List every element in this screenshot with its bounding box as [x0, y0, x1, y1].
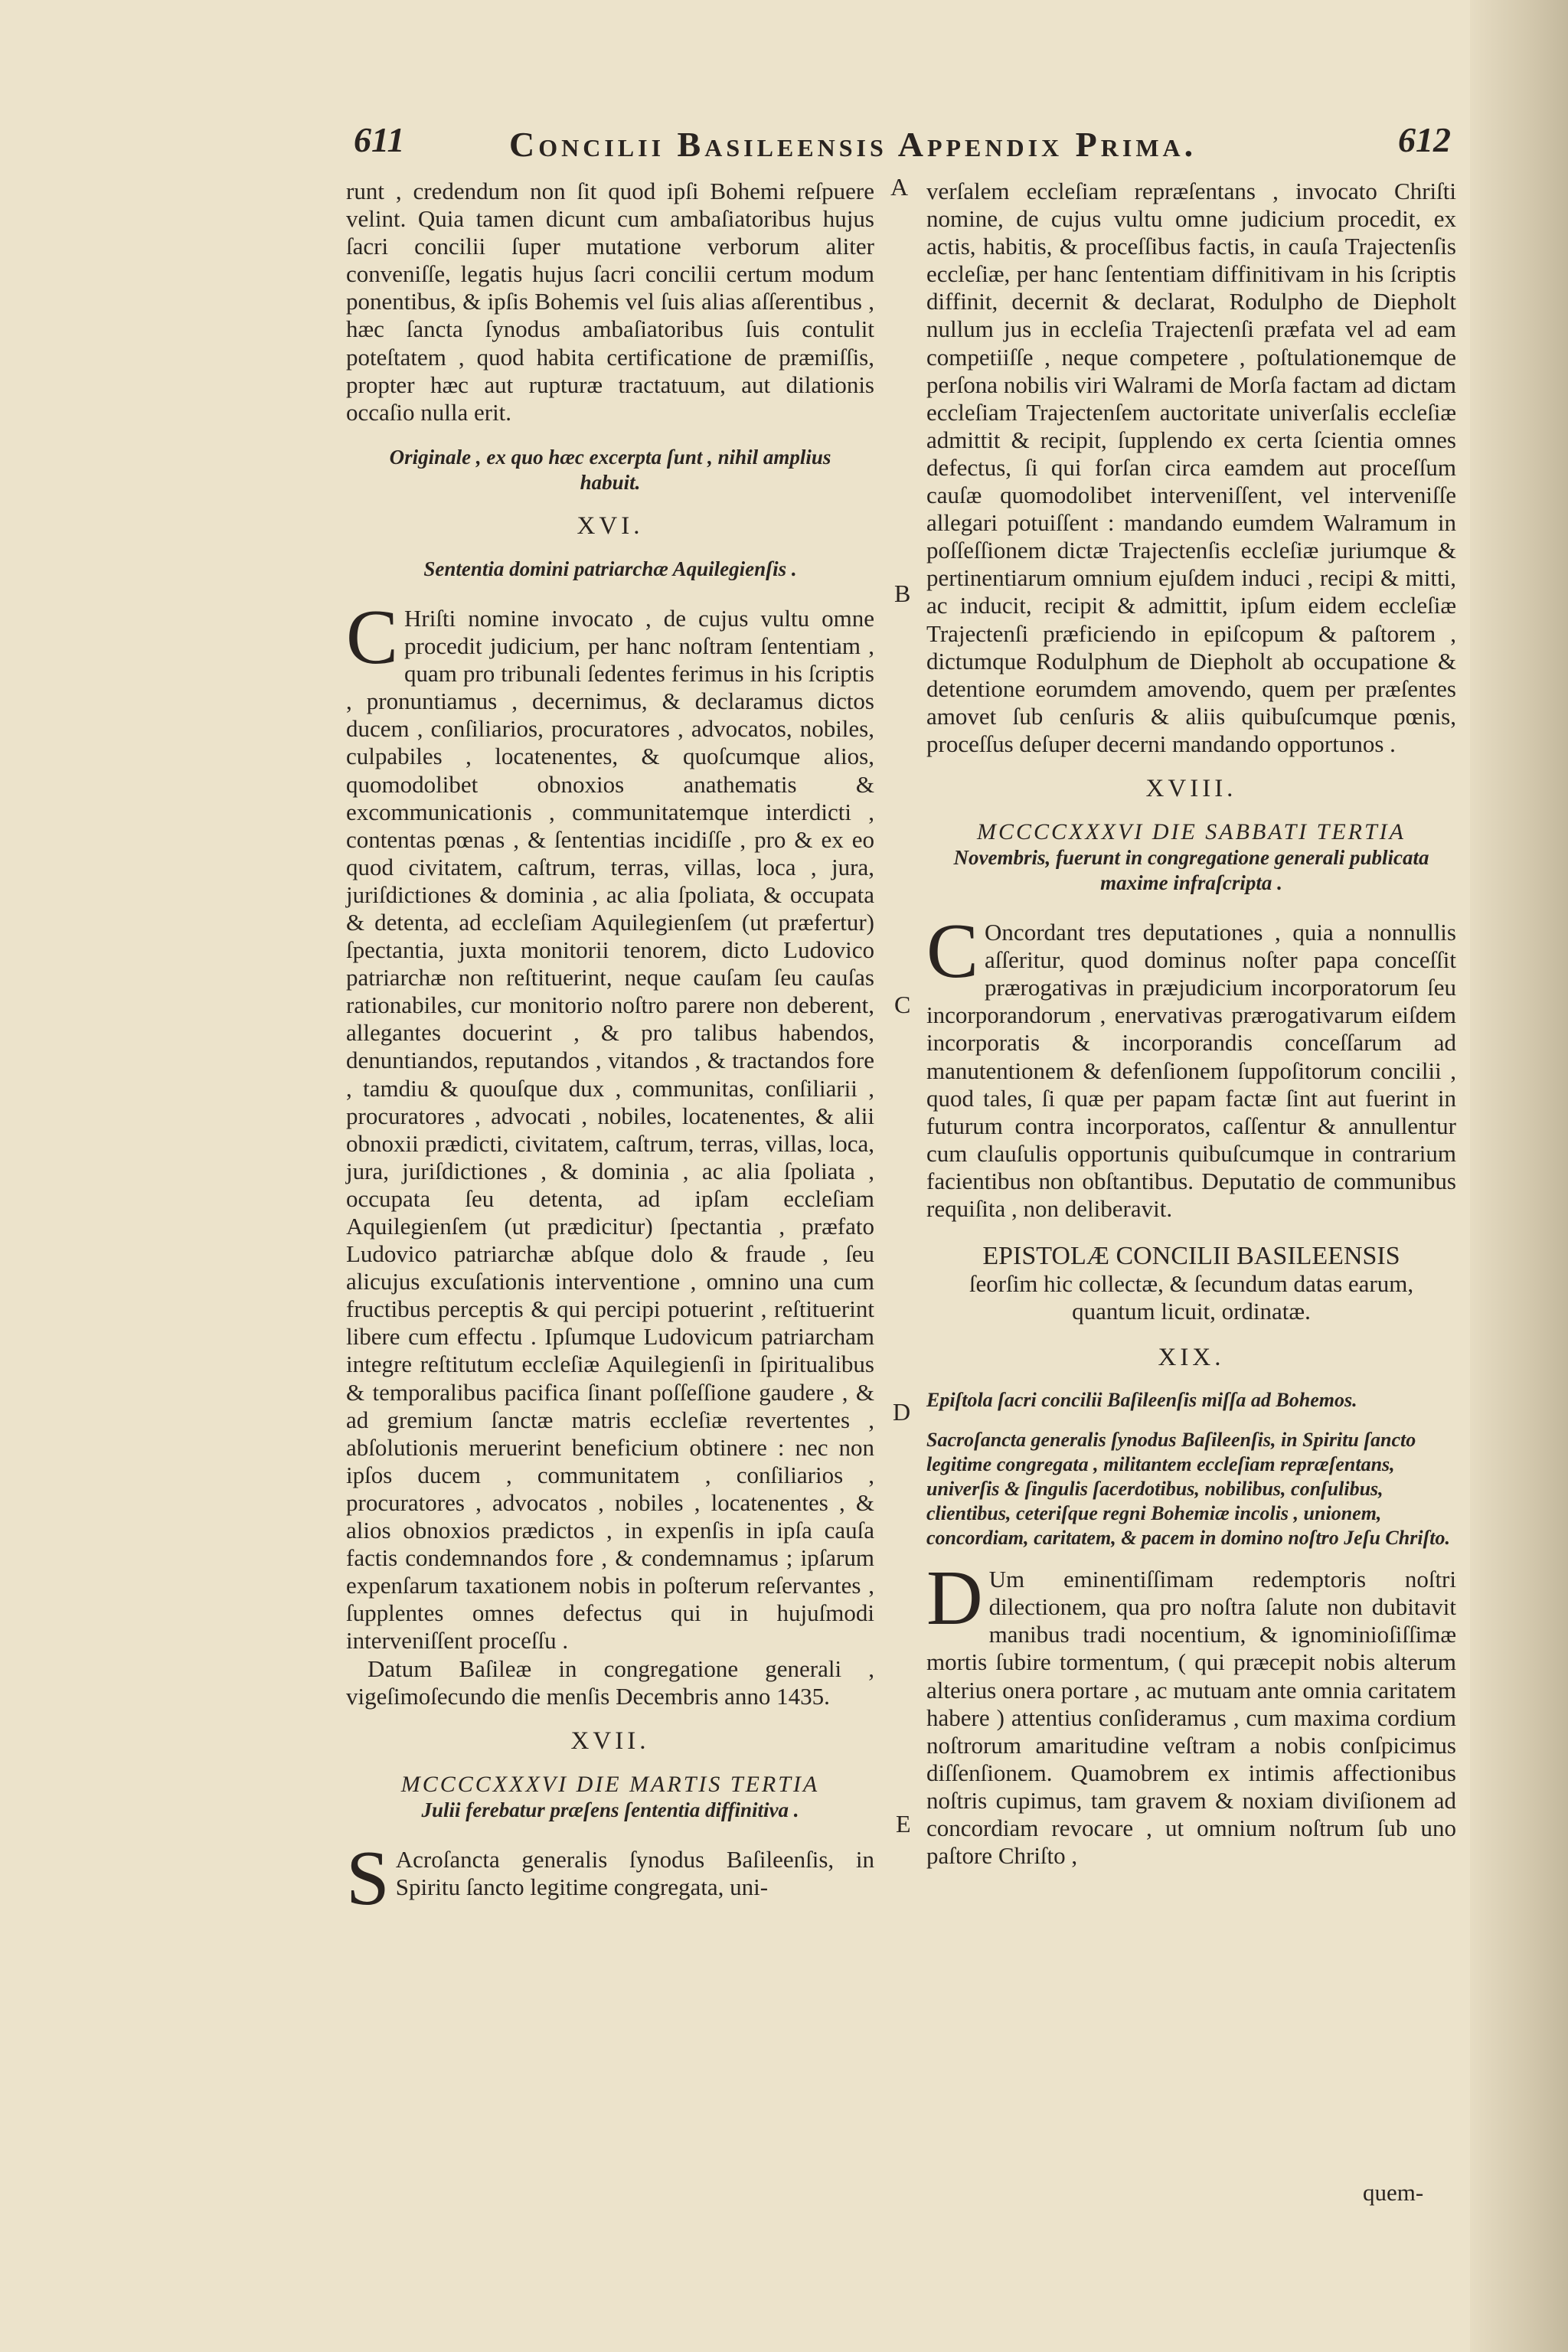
margin-letter-d: D: [893, 1398, 911, 1426]
margin-letter-c: C: [894, 991, 911, 1018]
section-heading-text: Novembris, fuerunt in congregatione generali publicata maxime infraſcripta .: [953, 846, 1429, 895]
margin-letter-b: B: [894, 580, 911, 607]
section-text-xvi: Hriſti nomine invocato , de cujus vultu omne procedit judicium, per hanc noſtram ſententiam , quam pro tribunali ſedentes ferimus in his ſcriptis , pronuntiamus , decernimus, & declaramus dictos ducem , conſiliarios, procuratores , advocatos, nobiles, culpabiles , locatenentes, & quoſcumque alios, quomodolibet obnoxios anathematis & excommunicationis , communitatemque interdicti , contentas pœnas , & ſententias incidiſſe , pro & ex eo quod civitatem, caſtrum, terras, villas, loca , jura, juriſdictiones & dominia , ac alia ſpoliata, & occupata & detenta, ad eccleſiam Aquilegienſem (ut præfertur) ſpectantia, juxta monitorii tenorem, dicto Ludovico patriarchæ non reſtituerint, neque cauſam ſeu cauſas rationabiles, cur monitorio noſtro parere non deberent, allegantes docuerint , & pro talibus habendos, denuntiandos, reputandos , vitandos , & tractandos fore , tamdiu & quouſque dux , communitas, conſiliarii , procuratores , advocati , nobiles, locatenentes, & alii obnoxii prædicti, civitatem, caſtrum, terras, villas, loca, jura, juriſdictiones , & dominia , ac alia ſpoliata , occupata ſeu detenta, ad ipſam eccleſiam Aquilegienſem (ut prædicitur) ſpectantia , præfato Ludovico patriarchæ abſque dolo & fraude , ſeu alicujus excuſationis interventione , omnino una cum fructibus perceptis & qui percipi potuerint , reſtituerint libere cum effectu . Ipſumque Ludovicum patriarcham integre reſtitutum eccleſiæ Aquilegienſi in ſpiritualibus & temporalibus pacifica ſinant poſſeſſione gaudere , & ad gremium ſanctæ matris eccleſiæ revertentes , abſolutionis meruerint beneficium obtinere : nec non ipſos ducem , communitatem , conſiliarios , procuratores , advocatos , nobiles , locatenentes , & alios obnoxios prædictos , in expenſis in ipſa cauſa factis condemnandos fore , & condemnamus ; ipſarum expenſarum taxationem nobis in poſterum reſervantes , ſupplentes omnes defectus qui in hujuſmodi interveniſſent proceſſu .: [346, 604, 874, 1655]
page-number-right: 612: [1398, 120, 1451, 159]
running-head: [337, 116, 1451, 178]
section-number-xvi: XVI.: [577, 511, 644, 540]
epistolae-title-sub: ſeorſim hic collectæ, & ſecundum datas earum, quantum licuit, ordinatæ.: [969, 1270, 1414, 1325]
date-line: Datum Baſileæ in congregatione generali , vigeſimoſecundo die menſis Decembris anno 1435.: [346, 1655, 874, 1710]
epistolae-title-main: EPISTOLÆ CONCILII BASILEENSIS: [982, 1242, 1400, 1271]
section-body-xvii: [346, 1834, 874, 1922]
section-heading-text: Julii ferebatur præſens ſententia diffinitiva .: [421, 1798, 799, 1821]
margin-letter-e: E: [896, 1810, 911, 1838]
drop-cap: D: [926, 1555, 983, 1642]
salutation: Sacroſancta generalis ſynodus Baſileenſis, in Spiritu ſancto legitime congregata , militantem eccleſiam repræſentans, univerſis & ſingulis ſacerdotibus, nobilibus, conſulibus, clientibus, ceteriſque regni Bohemiæ incolis , unionem, concordiam, caritatem, & pacem in domino noſtro Jeſu Chriſto.: [926, 1429, 1450, 1550]
drop-cap: S: [346, 1834, 390, 1922]
section-text-xvii: Acroſancta generalis ſynodus Baſileenſis, in Spiritu ſancto legitime congregata, uni-: [395, 1845, 874, 1900]
right-column: [926, 178, 1456, 1870]
section-heading-xviii: [939, 819, 1444, 896]
section-heading-caps: MCCCCXXXVI DIE SABBATI TERTIA: [977, 819, 1406, 845]
epistolae-title: [926, 1243, 1456, 1325]
section-text-xix: Um eminentiſſimam redemptoris noſtri dilectionem, qua pro noſtra ſalute non dubitavit manibus tradi nocentium, & ignominioſiſſimæ mortis ſubire tormentum, ( qui præcepit nobis alterum alterius onera portare , ac mutuam ante omnia caritatem habere ) attentius conſideramus , cum maxima cordium noſtrorum amaritudine veſtram a nobis conſpicimus diſſenſionem. Quamobrem ex intimis affectionibus noſtris cupimus, tam gravem & noxiam diviſionem ad concordiam revocare , ut omnium noſtrum ſub uno paſtore Chriſto ,: [926, 1566, 1456, 1870]
section-body-xix: [926, 1555, 1456, 1870]
page-edge: [1470, 0, 1568, 2352]
catchword: quem-: [1363, 2179, 1424, 2206]
drop-cap: C: [926, 908, 979, 995]
section-heading-xvii: [358, 1772, 862, 1823]
section-number-xix: XIX.: [1158, 1344, 1225, 1372]
section-body-xviii: [926, 908, 1456, 1223]
section-body-xvi: [346, 593, 874, 1655]
section-heading-xix: Epiſtola ſacri concilii Baſileenſis miſſa ad Bohemos.: [926, 1389, 1357, 1412]
drop-cap: C: [346, 593, 399, 681]
margin-letter-a: A: [890, 173, 909, 201]
original-note: Originale , ex quo hæc excerpta ſunt , nihil amplius habuit.: [389, 445, 831, 494]
running-title: Concilii Basileensis Appendix Prima.: [509, 125, 1197, 164]
section-number-xvii: XVII.: [570, 1726, 650, 1755]
section-text-xviii: Oncordant tres deputationes , quia a nonnullis aſſeritur, quod dominus noſter papa conceſſit prærogativas in præjudicium incorporatorum ſeu incorporandorum , enervativas prærogativarum eiſdem incorporatis & incorporandis conceſſarum ad manutentionem & defenſionem ſuppoſitorum concilii , quod tales, ſi quæ per papam factæ ſint aut fuerint in futurum contra incorporatos, caſſentur & annullentur cum clauſulis opportunis quibuſcumque in contrarium facientibus non obſtantibus. Deputatio de communibus requiſita , non deliberavit.: [926, 919, 1456, 1222]
left-paragraph-1: runt , credendum non ſit quod ipſi Bohemi reſpuere velint. Quia tamen dicunt cum ambaſiatoribus hujus ſacri concilii ſuper mutatione verborum aliter conveniſſe, legatis hujus ſacri concilii certum modum ponentibus, & ipſis Bohemis vel ſuis alias aſſerentibus , hæc ſancta ſynodus ambaſiatoribus ſuis contulit poteſtatem , quod habita certificatione de præmiſſis, propter hæc aut rupturæ tractatuum, aut dilationis occaſio nulla erit.: [346, 178, 874, 426]
left-column: [346, 178, 874, 1922]
section-heading-xvi: Sententia domini patriarchæ Aquilegienſis .: [423, 557, 797, 580]
page-number-left: 611: [354, 120, 405, 159]
section-heading-caps: MCCCCXXXVI DIE MARTIS TERTIA: [400, 1771, 820, 1797]
section-number-xviii: XVIII.: [1145, 774, 1237, 802]
right-paragraph-1: verſalem eccleſiam repræſentans , invocato Chriſti nomine, de cujus vultu omne judicium procedit, ex actis, habitis, & proceſſibus factis, in cauſa Trajectenſis eccleſiæ, per hanc ſententiam diffinitivam in his ſcriptis diffinit, decernit & declarat, Rodulpho de Diepholt nullum jus in eccleſia Trajectenſi præfata vel ad eam competiiſſe , neque competere , poſtulationemque de perſona nobilis viri Walrami de Morſa factam ad dictam eccleſiam Trajectenſem auctoritate univerſalis eccleſiæ admittit & recipit, ſupplendo ex certa ſcientia omnes defectus, ſi qui forſan circa eamdem aut proceſſum cauſæ quomodolibet interveniſſent, vel interveniſſe allegari potuiſſent : mandando eumdem Walramum in poſſeſſionem dictæ Trajectenſis eccleſiæ juriumque & pertinentiarum omnium ejuſdem induci , recipi & mitti, ac inducit, recipit & admittit, ipſum eidem eccleſiæ Trajectenſi præficiendo in epiſcopum & paſtorem , dictumque Rodulphum de Diepholt ab occupatione & detentione eorumdem amovendo, quem per præſentes amovet ſub cenſuris & aliis quibuſcumque pœnis, proceſſus deſuper decerni mandando opportunos .: [926, 178, 1456, 757]
